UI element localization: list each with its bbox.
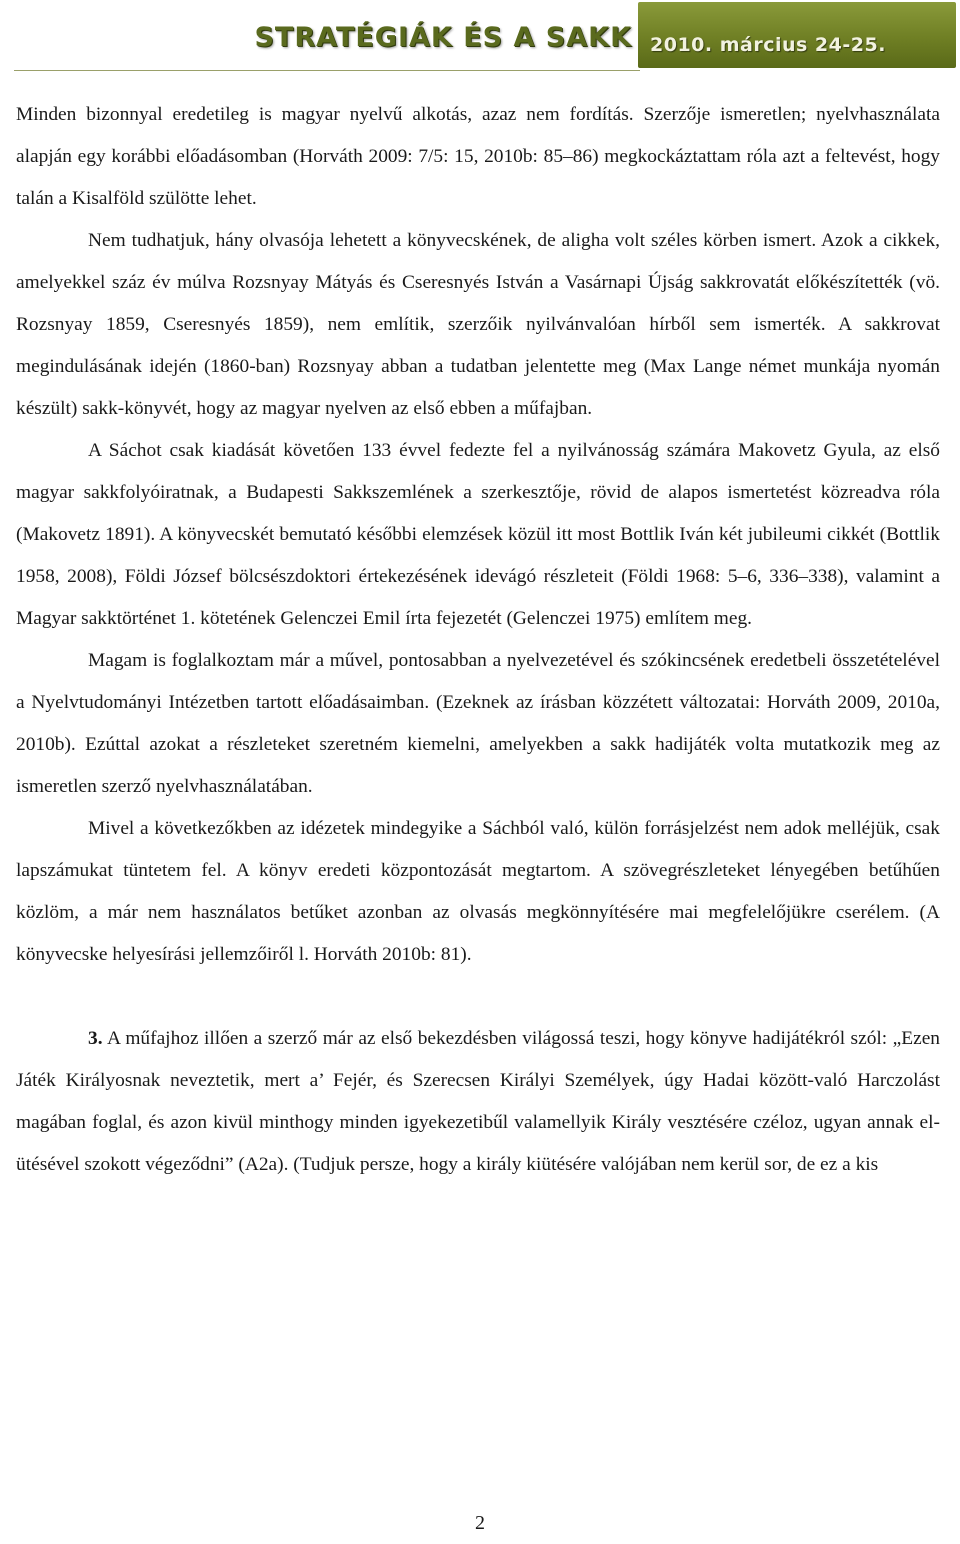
paragraph-5: Mivel a következőkben az idézetek mindegyike a Sáchból való, külön forrásjelzést nem adok melléjük, csak lapszámukat tüntetem fel. A könyv eredeti központozását megtartom. A szövegrészleteket lényegében betűhűen közlöm, a már nem használatos betűket azonban az olvasás megkönnyítésére mai megfelelőjükre cserélem. (A könyvecske helyesírási jellemzőiről l. Horváth 2010b: 81). xyxy=(16,818,940,965)
header-date: 2010. március 24-25. xyxy=(650,34,886,56)
paragraph-2: Nem tudhatjuk, hány olvasója lehetett a könyvecskének, de aligha volt széles körben ismert. Azok a cikkek, amelyekkel száz év múlva Rozsnyay Mátyás és Cseresnyés István a Vasárnapi Újság sakkrovatát előkészítették (vö. Rozsnyay 1859, Cseresnyés 1859), nem említik, szerzőik nyilvánvalóan hírből sem ismerték. A sakkrovat megindulásának idején (1860-ban) Rozsnyay abban a tudatban jelentette meg (Max Lange német munkája nyomán készült) sakk-könyvét, hogy az magyar nyelven az első ebben a műfajban. xyxy=(16,230,940,419)
document-body xyxy=(16,94,940,1186)
paragraph-6-text: A műfajhoz illően a szerző már az első bekezdésben világossá teszi, hogy könyve hadijátékról szól: „Ezen Játék Királyosnak neveztetik, mert a’ Fejér, és Szerecsen Királyi Személyek, úgy Hadai között-való Harczolást magában foglal, és azon kivül minthogy minden igyekezetibűl valamellyik Király vesztésére czéloz, ugyan annak el-ütésével szokott végeződni” (A2a). (Tudjuk persze, hogy a király kiütésére valójában nem kerül sor, de ez a kis xyxy=(16,1028,940,1175)
paragraph-1: Minden bizonnyal eredetileg is magyar nyelvű alkotás, azaz nem fordítás. Szerzője ismeretlen; nyelvhasználata alapján egy korábbi előadásomban (Horváth 2009: 7/5: 15, 2010b: 85–86) megkockáztattam róla azt a feltevést, hogy talán a Kisalföld szülötte lehet. xyxy=(16,104,940,209)
header-date-box xyxy=(638,2,956,68)
paragraph-3: A Sáchot csak kiadását követően 133 évvel fedezte fel a nyilvánosság számára Makovetz Gyula, az első magyar sakkfolyóiratnak, a Budapesti Sakkszemlének a szerkesztője, rövid de alapos ismertetést közreadva róla (Makovetz 1891). A könyvecskét bemutató későbbi elemzések közül itt most Bottlik Iván két jubileumi cikkét (Bottlik 1958, 2008), Földi József bölcsészdoktori értekezésének idevágó részleteit (Földi 1968: 5–6, 336–338), valamint a Magyar sakktörténet 1. kötetének Gelenczei Emil írta fejezetét (Gelenczei 1975) említem meg. xyxy=(16,440,940,629)
header-title: STRATÉGIÁK ÉS A SAKK xyxy=(254,22,632,53)
paragraph-6 xyxy=(16,1018,940,1186)
section-number: 3. xyxy=(88,1028,103,1049)
paragraph-4: Magam is foglalkoztam már a művel, pontosabban a nyelvezetével és szókincsének eredetbeli összetételével a Nyelvtudományi Intézetben tartott előadásaimban. (Ezeknek az írásban közzétett változatai: Horváth 2009, 2010a, 2010b). Ezúttal azokat a részleteket szeretném kiemelni, amelyekben a sakk hadijáték volta mutatkozik meg az ismeretlen szerző nyelvhasználatában. xyxy=(16,650,940,797)
header-rule xyxy=(14,70,640,71)
page-number: 2 xyxy=(475,1512,485,1534)
page-header xyxy=(0,0,960,74)
